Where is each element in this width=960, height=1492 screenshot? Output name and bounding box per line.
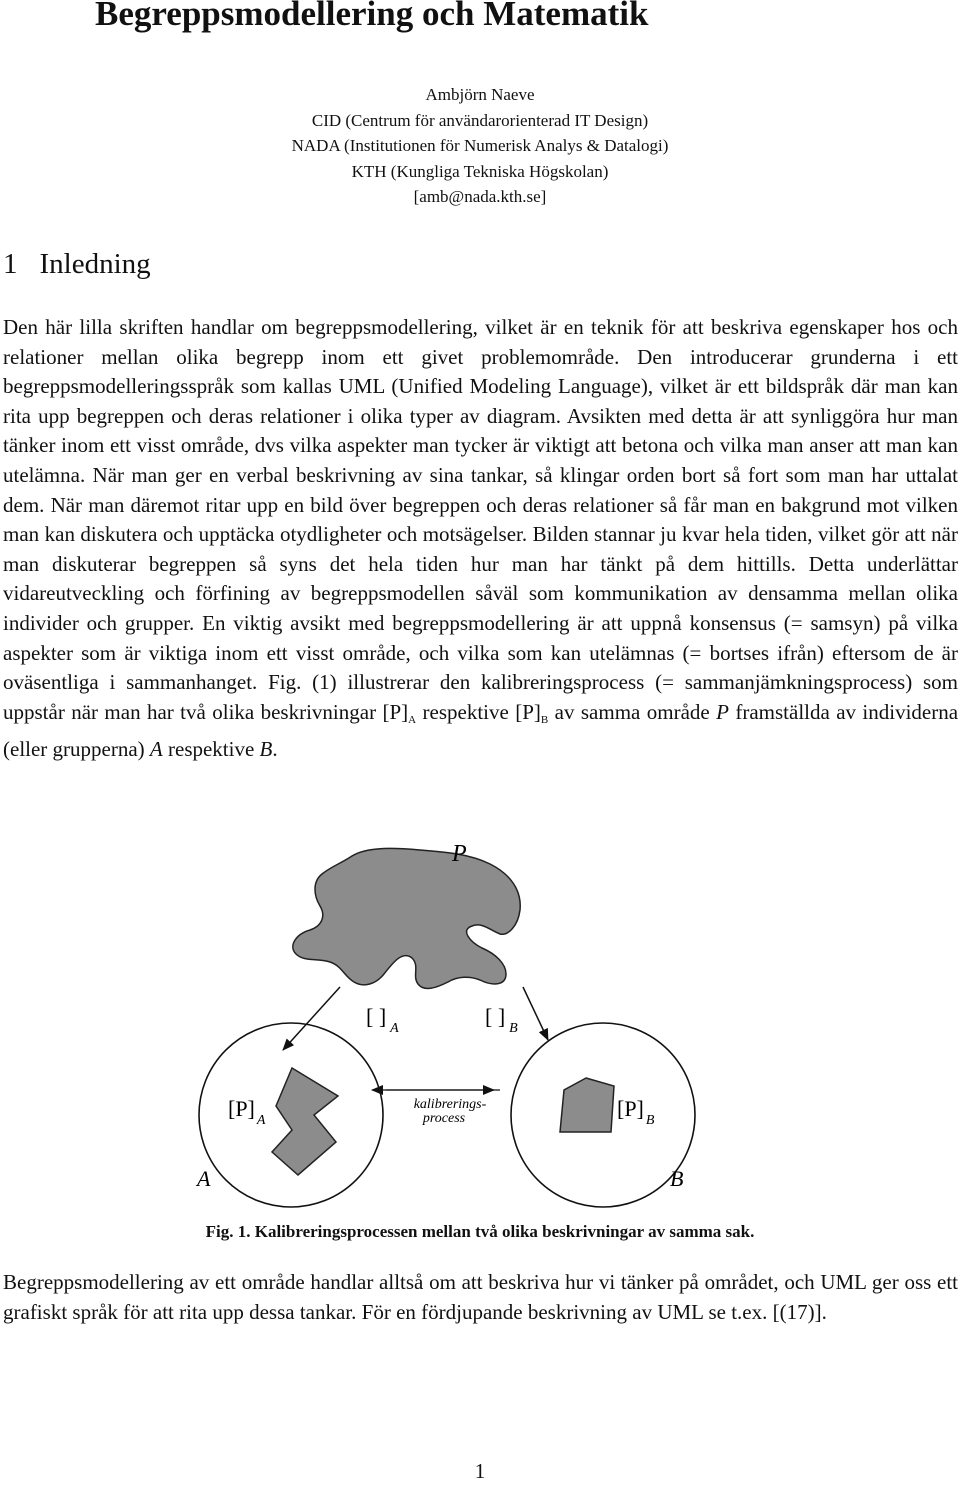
math-pb: $[P]_B$ bbox=[515, 699, 549, 726]
label-pb: [P] $_B$ bbox=[617, 1096, 655, 1128]
author-name: Ambjörn Naeve bbox=[425, 85, 535, 104]
paragraph-uml: Begreppsmodellering av ett område handlar alltså om att beskriva hur vi tänker på området, och UML ger oss ett grafiskt språk för att rita upp dessa tankar. För en fördjupande beskrivning av UML se t.ex. [(17)]. bbox=[3, 1270, 958, 1324]
word-respektive-2: respektive bbox=[168, 737, 255, 762]
affiliation-kth: KTH (Kungliga Tekniska Högskolan) bbox=[351, 161, 609, 181]
paper-title: Begreppsmodellering och Matematik bbox=[95, 0, 649, 33]
math-pa: $[P]_A$ bbox=[382, 699, 417, 726]
math-a: A bbox=[149, 737, 163, 762]
label-pa: [P] $_A$ bbox=[228, 1096, 266, 1128]
figure-calibration bbox=[0, 830, 960, 1220]
author-email: [amb@nada.kth.se] bbox=[413, 187, 547, 206]
label-p: P bbox=[452, 841, 467, 867]
figure-caption: Fig. 1. Kalibreringsprocessen mellan två olika beskrivningar av samma sak. bbox=[205, 1222, 755, 1241]
process-label-line2: process bbox=[422, 1111, 466, 1126]
paragraph-intro: Den här lilla skriften handlar om begreppsmodellering, vilket är en teknik för att beskriva egenskaper hos och relationer mellan olika begrepp inom ett givet problemområde. Den introducerar grunderna i ett begreppsmodelleringsspråk som kallas UML (Unified Modeling Language), vilket är ett bildspråk där man kan rita upp begreppen och deras relationer i olika typer av diagram. Avsikten med detta är att synliggöra hur man tänker inom ett visst område, dvs vilka aspekter man tycker är viktigt att betona och vilka man anser att man kan utelämna. När man ger en verbal beskrivning av sina tankar, så klingar orden bort så fort som man har uttalat dem. När man däremot ritar upp en bild över begreppen och deras relationer så får man en bakgrund mot vilken man kan diskutera och upptäcka otydligheter och motsägelser. Bilden stannar ju kvar hela tiden, vilket gör att när man diskuterar begreppen så syns det hela tiden hur man har tänkt på dem hittills. Detta underlättar vidareutveckling och förfining av begreppsmodellen såväl som kommunikation av densamma mellan olika individer och grupper. En viktig avsikt med begreppsmodellering är att uppnå konsensus (= samsyn) på vilka aspekter som är viktiga inom ett visst område, och vilka som kan utelämnas (= bortses ifrån) eftersom de är oväsentliga i sammanhanget. Fig. (1) illustrerar den kalibreringsprocess (= sammanjämkningsprocess) som uppstår när man har två olika beskrivningar $[P]_A$ respektive $[P]_B$ av samma område P framställda av individerna (eller grupperna) A respektive B. bbox=[3, 315, 959, 762]
process-label-line1: kalibrerings- bbox=[413, 1097, 487, 1112]
affiliation-nada: NADA (Institutionen för Numerisk Analys & Datalogi) bbox=[291, 136, 669, 155]
shape-pa bbox=[272, 1068, 338, 1175]
section-number: 1 bbox=[3, 248, 18, 280]
section-heading bbox=[3, 248, 151, 281]
word-respektive: respektive bbox=[422, 699, 509, 724]
paragraph-intro-text: Den här lilla skriften handlar om begreppsmodellering, vilket är en teknik för att beskriva egenskaper hos och relationer mellan olika begrepp inom ett givet problemområde. Den introducerar grunderna i ett begreppsmodelleringsspråk som kallas UML (Unified Modeling Language), vilket är ett bildspråk där man kan rita upp begreppen och deras relationer i olika typer av diagram. Avsikten med detta är att synliggöra hur man tänker inom ett visst område, dvs vilka aspekter man tycker är viktigt att betona och vilka man anser att man kan utelämna. När man ger en verbal beskrivning av sina tankar, så klingar orden bort så fort som man har uttalat dem. När man däremot ritar upp en bild över begreppen och deras relationer så får man en bakgrund mot vilken man kan diskutera och upptäcka otydligheter och motsägelser. Bilden stannar ju kvar hela tiden, vilket gör att när man diskuterar begreppen så syns det hela tiden hur man har tänkt på dem hittills. Detta underlättar vidareutveckling och förfining av begreppsmodellen såväl som kommunikation av densamma mellan olika individer och grupper. En viktig avsikt med begreppsmodellering är att uppnå konsensus (= samsyn) på vilka aspekter som är viktiga inom ett visst område, och vilka som kan utelämnas (= bortses ifrån) eftersom de är oväsentliga i sammanhanget. Fig. (1) illustrerar den kalibreringsprocess (= sammanjämkningsprocess) som uppstår när man har två olika beskrivningar bbox=[3, 315, 958, 724]
circle-a-label: A bbox=[197, 1166, 211, 1191]
bracket-b-label: [ ] $_B$ bbox=[485, 1004, 518, 1036]
math-p: P bbox=[716, 699, 729, 724]
affiliation-cid: CID (Centrum för användarorienterad IT Design) bbox=[311, 110, 649, 130]
arrow-p-to-a bbox=[283, 987, 340, 1050]
shape-pb bbox=[560, 1078, 614, 1132]
page-number: 1 bbox=[474, 1459, 486, 1483]
author-block bbox=[0, 82, 960, 210]
circle-b-label: B bbox=[670, 1166, 684, 1191]
bracket-a-label: [ ] $_A$ bbox=[366, 1004, 399, 1036]
shape-p-blob bbox=[293, 848, 520, 988]
section-title: Inledning bbox=[39, 248, 151, 280]
math-b: B bbox=[259, 737, 273, 762]
arrow-p-to-b bbox=[523, 987, 548, 1040]
paragraph-intro-mid: av samma område bbox=[554, 699, 710, 724]
paragraph-intro-tail: framställda av individerna (eller grupperna) bbox=[3, 699, 959, 762]
